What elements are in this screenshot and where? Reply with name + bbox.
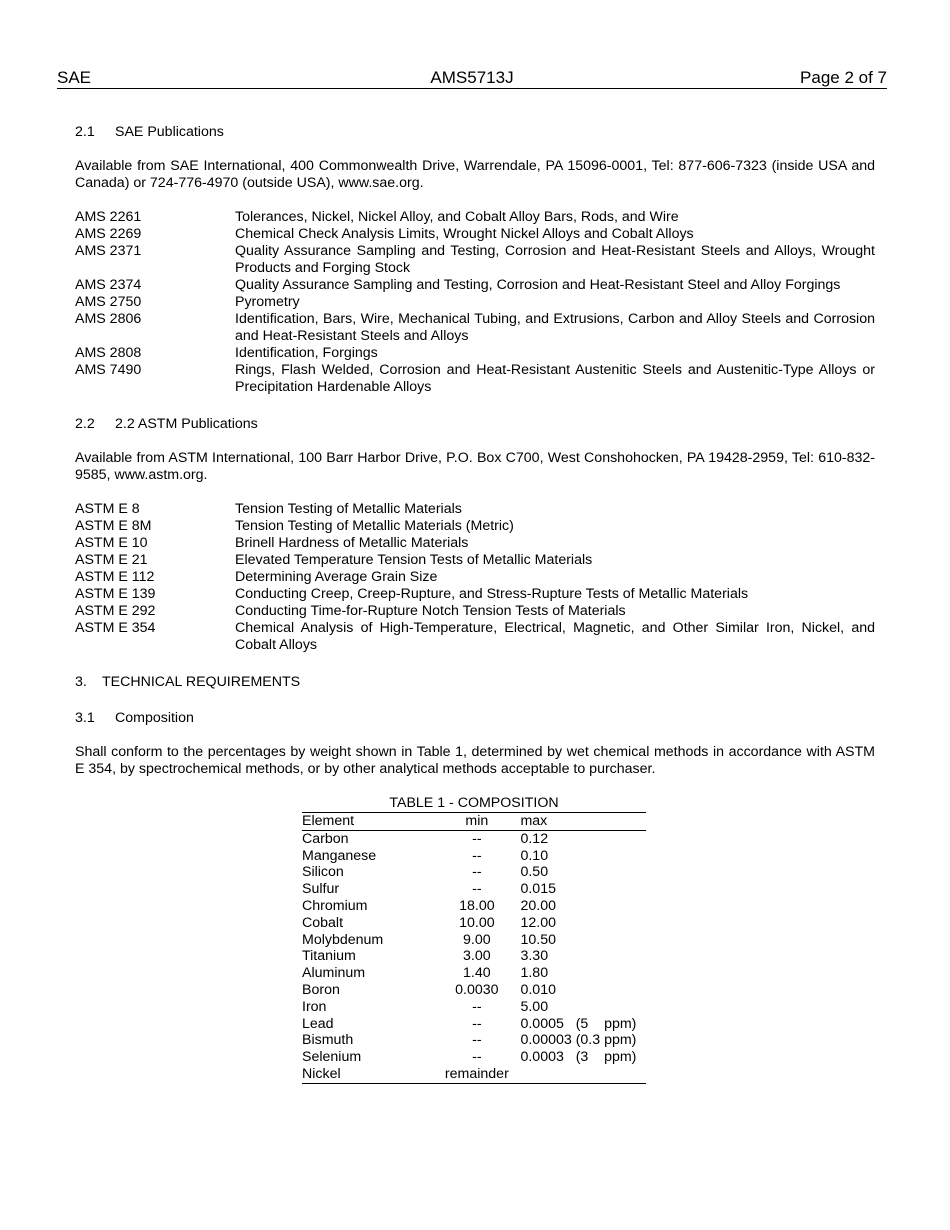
page-header [57, 68, 887, 89]
cell-element: Carbon [302, 830, 349, 847]
cell-min: 10.00 [459, 914, 495, 931]
cell-element: Titanium [302, 948, 356, 965]
cell-element: Manganese [302, 847, 377, 864]
table-row [302, 830, 646, 847]
cell-max [516, 1066, 646, 1083]
cell-max: 0.50 [520, 864, 549, 881]
reference-title: Determining Average Grain Size [235, 569, 438, 585]
cell-min: -- [472, 847, 482, 864]
reference-title: Elevated Temperature Tension Tests of Metallic Materials [235, 552, 593, 568]
cell-element: Lead [302, 1015, 334, 1032]
section-title: Composition [115, 710, 194, 726]
reference-entry [75, 501, 875, 518]
reference-title: Quality Assurance Sampling and Testing, Corrosion and Heat-Resistant Steels and Alloys, Wrought Products and Forging Stock [235, 243, 875, 276]
cell-min: 1.40 [463, 965, 491, 982]
reference-code: AMS 2269 [75, 226, 142, 242]
reference-code: ASTM E 8M [75, 518, 152, 534]
cell-max: 5.00 [520, 998, 549, 1015]
section-title: SAE Publications [115, 124, 224, 140]
section-2-2-heading [75, 414, 875, 434]
reference-entry [75, 209, 875, 226]
reference-entry [75, 603, 875, 620]
reference-code: ASTM E 10 [75, 535, 148, 551]
reference-title: Brinell Hardness of Metallic Materials [235, 535, 469, 551]
section-3-heading [75, 672, 875, 692]
sae-reference-list [75, 209, 875, 396]
composition-table-block [302, 795, 646, 1084]
cell-min: 0.0030 [455, 981, 499, 998]
cell-max: 12.00 [520, 914, 556, 931]
reference-code: ASTM E 292 [75, 603, 156, 619]
reference-title: Tension Testing of Metallic Materials [235, 501, 462, 517]
reference-code: ASTM E 112 [75, 569, 155, 585]
header-doc-number: AMS5713J [430, 68, 514, 87]
reference-title: Chemical Check Analysis Limits, Wrought Nickel Alloys and Cobalt Alloys [235, 226, 694, 242]
reference-title: Conducting Time-for-Rupture Notch Tension Tests of Materials [235, 603, 626, 619]
cell-element: Iron [302, 998, 327, 1015]
cell-max: 0.010 [520, 981, 556, 998]
table-row [302, 932, 646, 949]
table-header-row [302, 813, 646, 830]
table-row [302, 1032, 646, 1049]
reference-entry [75, 586, 875, 603]
cell-max: 0.0005 (5 ppm) [520, 1015, 637, 1032]
cell-max: 10.50 [520, 931, 556, 948]
cell-min: 3.00 [463, 948, 491, 965]
column-header-min: min [437, 813, 516, 830]
table-row [302, 1066, 646, 1083]
reference-title: Tolerances, Nickel, Nickel Alloy, and Cobalt Alloy Bars, Rods, and Wire [235, 209, 679, 225]
cell-max: 0.12 [520, 830, 549, 847]
section-number: 3.1 [75, 710, 95, 726]
reference-code: ASTM E 139 [75, 586, 156, 602]
column-header-max: max [516, 813, 646, 830]
cell-element: Nickel [302, 1066, 437, 1083]
header-page-number: Page 2 of 7 [800, 68, 887, 87]
reference-entry [75, 243, 875, 277]
cell-element: Sulfur [302, 881, 340, 898]
cell-min: -- [472, 1049, 482, 1066]
cell-max: 20.00 [520, 897, 556, 914]
table-row [302, 915, 646, 932]
reference-entry [75, 226, 875, 243]
cell-max: 0.0003 (3 ppm) [520, 1049, 637, 1066]
reference-code: AMS 2371 [75, 243, 142, 259]
cell-max: 0.00003 (0.3 ppm) [520, 1032, 637, 1049]
reference-code: AMS 2261 [75, 209, 142, 225]
cell-min: -- [472, 830, 482, 847]
cell-min: 18.00 [459, 897, 495, 914]
cell-min: -- [472, 881, 482, 898]
cell-element: Boron [302, 981, 340, 998]
cell-min: remainder [437, 1066, 516, 1083]
reference-code: AMS 2374 [75, 277, 142, 293]
cell-max: 1.80 [520, 965, 549, 982]
astm-availability-paragraph: Available from ASTM International, 100 Barr Harbor Drive, P.O. Box C700, West Conshohocken, PA 19428-2959, Tel: 610-832-9585, www.astm.org. [75, 450, 875, 483]
reference-title: Pyrometry [235, 294, 300, 310]
table-row [302, 1049, 646, 1066]
reference-code: AMS 2750 [75, 294, 142, 310]
reference-code: AMS 7490 [75, 362, 142, 378]
cell-min: 9.00 [463, 931, 491, 948]
reference-code: AMS 2808 [75, 345, 142, 361]
cell-element: Bismuth [302, 1032, 354, 1049]
document-body [75, 122, 875, 1084]
reference-entry [75, 345, 875, 362]
cell-element: Selenium [302, 1049, 362, 1066]
astm-reference-list [75, 501, 875, 654]
reference-entry [75, 535, 875, 552]
section-number: 2.1 [75, 124, 95, 140]
cell-min: -- [472, 998, 482, 1015]
section-title: 2.2 ASTM Publications [115, 416, 258, 432]
cell-min: -- [472, 1015, 482, 1032]
reference-entry [75, 277, 875, 294]
reference-code: ASTM E 8 [75, 501, 140, 517]
reference-code: AMS 2806 [75, 311, 142, 327]
reference-title: Quality Assurance Sampling and Testing, Corrosion and Heat-Resistant Steel and Alloy Forgings [235, 277, 841, 293]
section-3-1-heading [75, 708, 875, 728]
reference-entry [75, 294, 875, 311]
reference-entry [75, 311, 875, 345]
reference-code: ASTM E 354 [75, 620, 156, 636]
reference-entry [75, 569, 875, 586]
reference-title: Rings, Flash Welded, Corrosion and Heat-Resistant Austenitic Steels and Austenitic-Type Alloys or Precipitation Hardenable Alloys [235, 362, 875, 395]
table-row [302, 881, 646, 898]
reference-code: ASTM E 21 [75, 552, 148, 568]
table-row [302, 999, 646, 1016]
cell-element: Silicon [302, 864, 344, 881]
header-org: SAE [57, 68, 92, 87]
reference-entry [75, 620, 875, 654]
section-number: 2.2 [75, 416, 95, 432]
reference-title: Conducting Creep, Creep-Rupture, and Stress-Rupture Tests of Metallic Materials [235, 586, 749, 602]
reference-title: Chemical Analysis of High-Temperature, Electrical, Magnetic, and Other Similar Iron, Nickel, and Cobalt Alloys [235, 620, 875, 653]
table-caption: TABLE 1 - COMPOSITION [302, 795, 646, 813]
reference-entry [75, 362, 875, 396]
cell-max: 3.30 [520, 948, 549, 965]
table-row [302, 965, 646, 982]
table-row [302, 948, 646, 965]
reference-title: Tension Testing of Metallic Materials (Metric) [235, 518, 514, 534]
section-number: 3. [75, 674, 87, 690]
sae-availability-paragraph: Available from SAE International, 400 Commonwealth Drive, Warrendale, PA 15096-0001, Tel: 877-606-7323 (inside USA and Canada) or 724-776-4970 (outside USA), www.sae.org. [75, 158, 875, 191]
cell-max: 0.10 [520, 847, 549, 864]
reference-title: Identification, Forgings [235, 345, 378, 361]
cell-element: Chromium [302, 897, 368, 914]
cell-element: Cobalt [302, 914, 344, 931]
composition-paragraph: Shall conform to the percentages by weight shown in Table 1, determined by wet chemical methods in accordance with ASTM E 354, by spectrochemical methods, or by other analytical methods acceptable to purchaser. [75, 744, 875, 777]
cell-element: Aluminum [302, 965, 366, 982]
composition-table [302, 813, 646, 1084]
table-row [302, 1016, 646, 1033]
cell-min: -- [472, 1032, 482, 1049]
column-header-element: Element [302, 813, 437, 830]
reference-title: Identification, Bars, Wire, Mechanical Tubing, and Extrusions, Carbon and Alloy Steels and Corrosion and Heat-Resistant Steels and Alloys [235, 311, 875, 344]
reference-entry [75, 518, 875, 535]
table-row [302, 982, 646, 999]
cell-max: 0.015 [520, 881, 556, 898]
table-row [302, 864, 646, 881]
section-2-1-heading [75, 122, 875, 142]
section-title: TECHNICAL REQUIREMENTS [102, 674, 301, 690]
cell-min: -- [472, 864, 482, 881]
table-row [302, 848, 646, 865]
table-row [302, 898, 646, 915]
cell-element: Molybdenum [302, 931, 384, 948]
reference-entry [75, 552, 875, 569]
